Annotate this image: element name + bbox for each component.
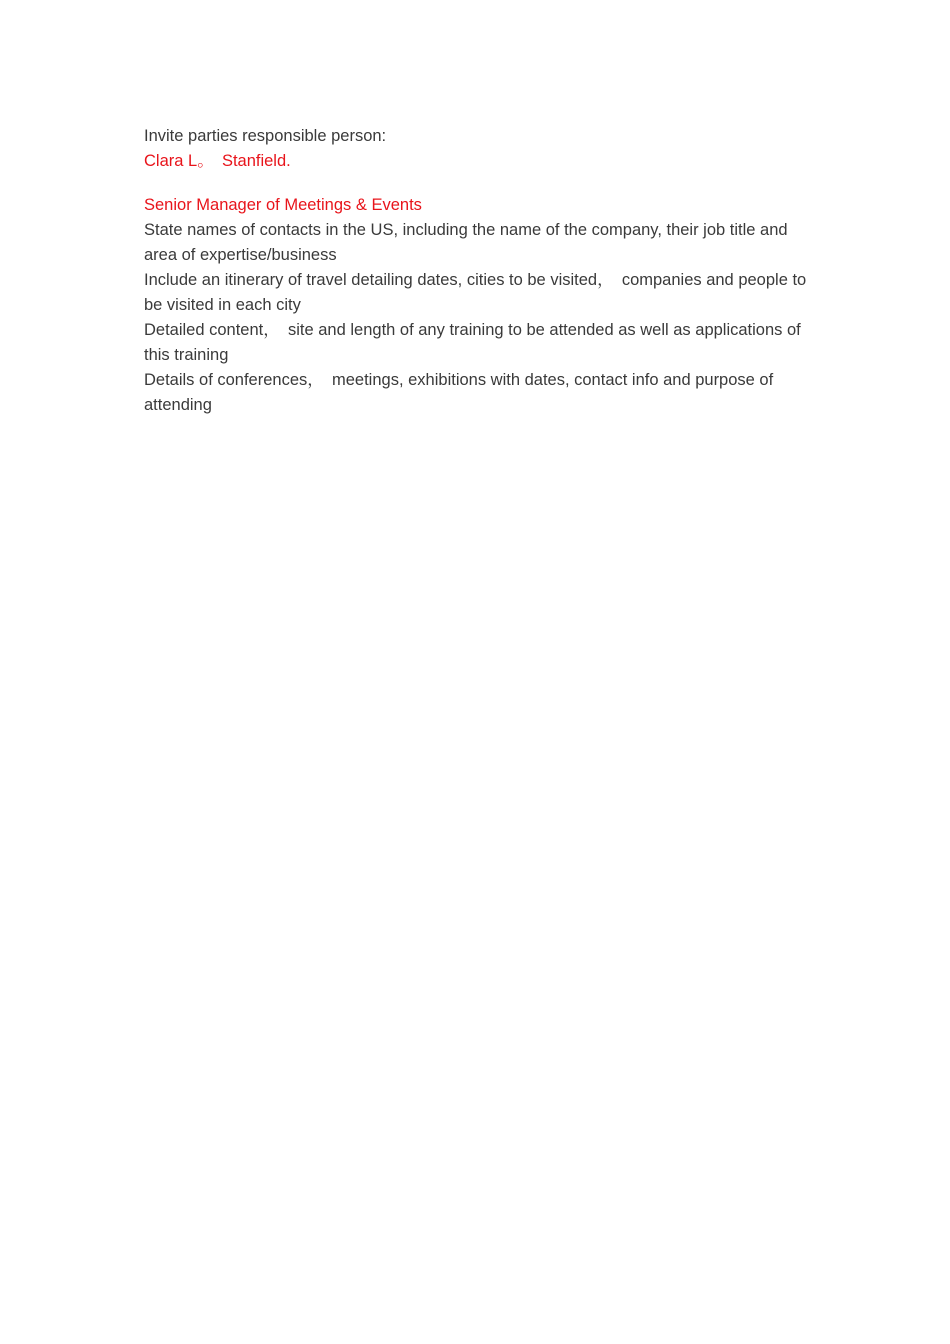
invite-label: Invite parties responsible person: [144,127,387,145]
document-page [144,124,809,418]
paragraph-contacts: State names of contacts in the US, including the name of the company, their job title and area of expertise/business [144,221,788,264]
paragraph-training: Detailed content， site and length of any training to be attended as well as applications of this training [144,321,801,364]
paragraph-conferences: Details of conferences， meetings, exhibitions with dates, contact info and purpose of attending [144,371,774,414]
spacer [144,174,809,193]
contact-name: Clara L。 Stanfield. [144,152,291,170]
paragraph-itinerary: Include an itinerary of travel detailing dates, cities to be visited， companies and people to be visited in each city [144,271,807,314]
contact-title: Senior Manager of Meetings & Events [144,196,422,214]
